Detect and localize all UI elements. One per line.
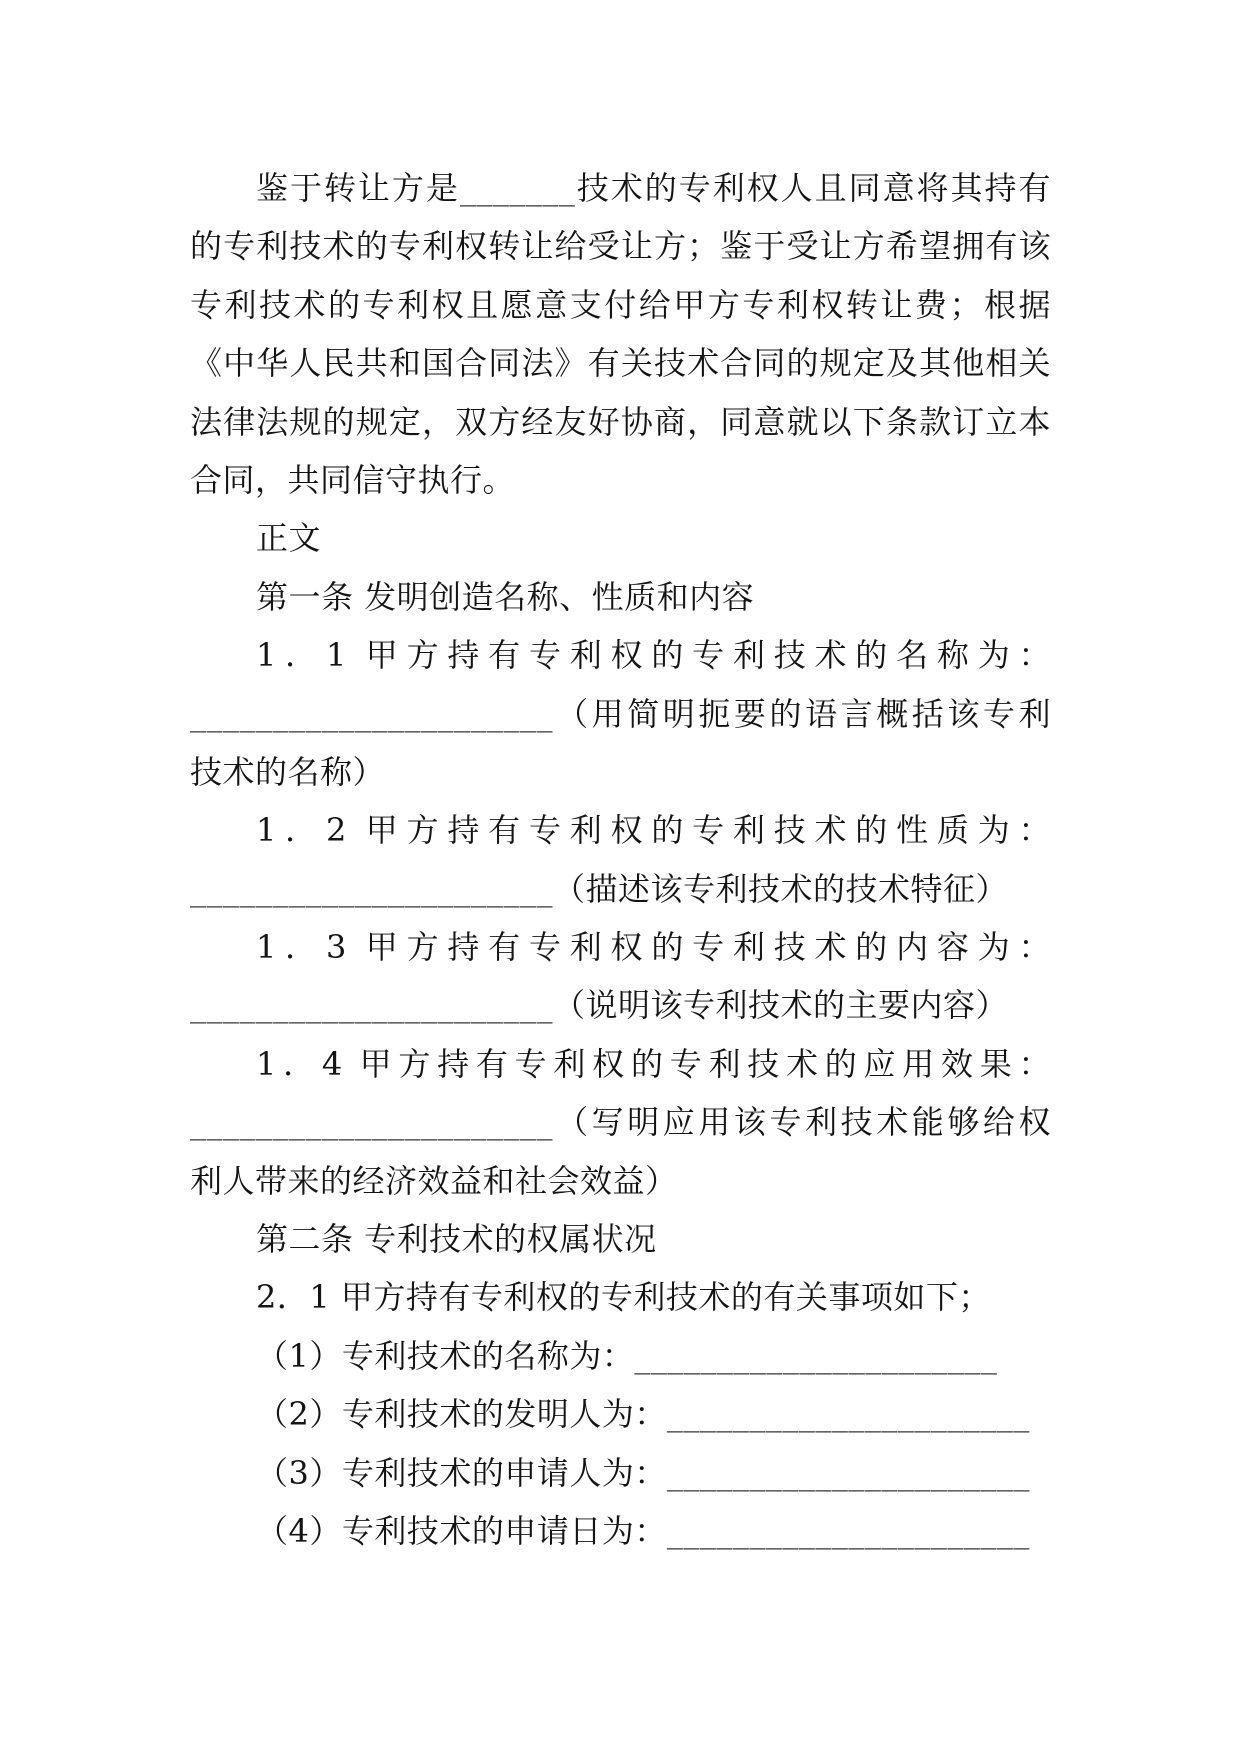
clause-1-2-note: （描述该专利技术的技术特征） [553,869,1009,908]
patent-item-label: （2）专利技术的发明人为： [256,1395,667,1434]
patent-item-4 [190,1502,1051,1560]
preamble-line-1 [190,159,1051,217]
patent-item-2 [190,1385,1051,1443]
clause-1-1-answer-line [190,685,1051,743]
preamble-line-5: 法律法规的规定，双方经友好协商，同意就以下条款订立本 [190,402,1051,441]
clause-1-2-blank: ______________________ [190,869,553,908]
preamble-line-3: 专利技术的专利权且愿意支付给甲方专利权转让费；根据 [190,285,1051,324]
patent-item-label: （3）专利技术的申请人为： [256,1453,667,1492]
preamble-text: 鉴于转让方是 [256,169,460,207]
application-date-blank: ______________________ [666,1511,1030,1550]
patent-item-label: （4）专利技术的申请日为： [256,1511,667,1550]
patent-item-3 [190,1444,1051,1502]
document-body [190,159,1051,1560]
patent-item-label: （1）专利技术的名称为： [256,1336,635,1375]
clause-1-4-note: （写明应用该专利技术能够给权 [553,1103,1051,1142]
clause-1-4-note-continued: 利人带来的经济效益和社会效益） [190,1161,678,1200]
clause-1-2-answer-line [190,860,1051,918]
article-1-title: 第一条 发明创造名称、性质和内容 [256,577,755,616]
clause-1-3-answer-line [190,976,1051,1034]
clause-1-1-blank: ______________________ [190,694,553,733]
patent-name-blank: ______________________ [634,1336,998,1375]
body-heading: 正文 [256,519,322,558]
applicant-blank: ______________________ [666,1453,1030,1492]
clause-1-3-note: （说明该专利技术的主要内容） [553,986,1009,1025]
preamble-line-2: 的专利技术的专利权转让给受让方；鉴于受让方希望拥有该 [190,227,1051,266]
inventor-blank: ______________________ [666,1395,1030,1434]
clause-2-1-heading: 2．1 甲方持有专利权的专利技术的有关事项如下； [256,1278,991,1317]
clause-1-4-answer-line [190,1093,1051,1151]
technology-name-blank: _______ [459,169,576,207]
preamble-text: 技术的专利权人且同意将其持有 [575,169,1051,207]
preamble-line-4: 《中华人民共和国合同法》有关技术合同的规定及其他相关 [190,344,1051,383]
patent-item-1 [190,1327,1051,1385]
clause-1-1-heading: 1．1 甲方持有专利权的专利技术的名称为： [256,636,1051,675]
clause-1-2-heading: 1．2 甲方持有专利权的专利技术的性质为： [256,811,1051,850]
article-2-title: 第二条 专利技术的权属状况 [256,1220,657,1259]
clause-1-4-blank: ______________________ [190,1103,553,1142]
clause-1-4-heading: 1．4 甲方持有专利权的专利技术的应用效果： [256,1044,1051,1083]
clause-1-3-blank: ______________________ [190,986,553,1025]
clause-1-1-note: （用简明扼要的语言概括该专利 [553,694,1051,733]
clause-1-3-heading: 1．3 甲方持有专利权的专利技术的内容为： [256,928,1051,967]
clause-1-1-note-continued: 技术的名称） [190,752,386,791]
preamble-line-6: 合同，共同信守执行。 [190,460,516,499]
